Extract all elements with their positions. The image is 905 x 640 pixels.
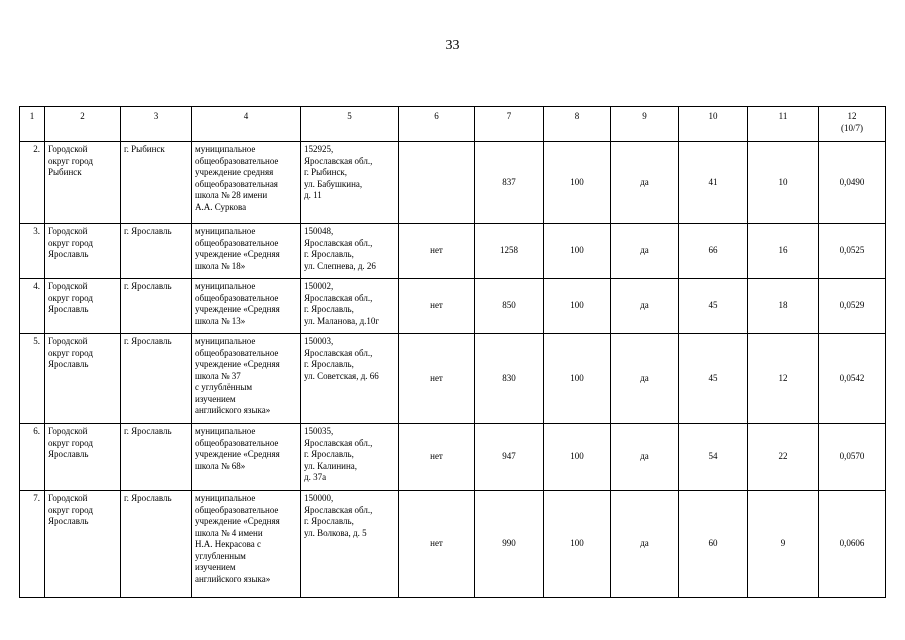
- table-row: [20, 491, 886, 598]
- table-row: [20, 279, 886, 334]
- header-cell: 9: [611, 107, 679, 142]
- col12-cell: 0,0542: [819, 334, 886, 424]
- header-cell: 7: [475, 107, 544, 142]
- city-cell: г. Ярославль: [121, 424, 192, 491]
- col8-cell: 100: [544, 279, 611, 334]
- row-number-cell: 2.: [20, 142, 45, 224]
- col6-cell: [399, 142, 475, 224]
- col11-cell: 18: [748, 279, 819, 334]
- table-row: [20, 424, 886, 491]
- page-number: 33: [445, 38, 460, 53]
- col6-cell: нет: [399, 334, 475, 424]
- institution-name-cell: муниципальное общеобразовательное учреждение «Средняя школа № 18»: [192, 224, 301, 279]
- district-cell: Городской округ город Ярославль: [45, 224, 121, 279]
- header-cell: 5: [301, 107, 399, 142]
- district-cell: Городской округ город Ярославль: [45, 491, 121, 598]
- col10-cell: 54: [679, 424, 748, 491]
- col10-cell: 41: [679, 142, 748, 224]
- col6-cell: нет: [399, 279, 475, 334]
- header-cell: 10: [679, 107, 748, 142]
- col7-cell: 947: [475, 424, 544, 491]
- col6-cell: нет: [399, 491, 475, 598]
- col8-cell: 100: [544, 224, 611, 279]
- header-cell: 8: [544, 107, 611, 142]
- col12-cell: 0,0525: [819, 224, 886, 279]
- col9-cell: да: [611, 424, 679, 491]
- address-cell: 152925, Ярославская обл., г. Рыбинск, ул. Бабушкина, д. 11: [301, 142, 399, 224]
- institution-name-cell: муниципальное общеобразовательное учреждение «Средняя школа № 37 с углублённым изучением английского языка»: [192, 334, 301, 424]
- address-cell: 150003, Ярославская обл., г. Ярославль, ул. Советская, д. 66: [301, 334, 399, 424]
- address-cell: 150048, Ярославская обл., г. Ярославль, ул. Слепнева, д. 26: [301, 224, 399, 279]
- col7-cell: 850: [475, 279, 544, 334]
- city-cell: г. Рыбинск: [121, 142, 192, 224]
- header-row: [20, 107, 886, 142]
- header-cell: 6: [399, 107, 475, 142]
- col12-cell: 0,0570: [819, 424, 886, 491]
- col11-cell: 22: [748, 424, 819, 491]
- col11-cell: 9: [748, 491, 819, 598]
- col7-cell: 1258: [475, 224, 544, 279]
- col12-cell: 0,0490: [819, 142, 886, 224]
- header-ratio-formula: (10/7): [841, 122, 863, 133]
- header-cell: 3: [121, 107, 192, 142]
- institution-name-cell: муниципальное общеобразовательное учреждение «Средняя школа № 4 имени Н.А. Некрасова с углубленным изучением английского языка»: [192, 491, 301, 598]
- city-cell: г. Ярославль: [121, 224, 192, 279]
- header-cell: 2: [45, 107, 121, 142]
- header-cell: 4: [192, 107, 301, 142]
- header-cell-ratio: [819, 107, 886, 142]
- city-cell: г. Ярославль: [121, 491, 192, 598]
- col12-cell: 0,0529: [819, 279, 886, 334]
- table-row: [20, 334, 886, 424]
- header-ratio-number: 12: [847, 111, 857, 121]
- col10-cell: 60: [679, 491, 748, 598]
- col8-cell: 100: [544, 491, 611, 598]
- institution-name-cell: муниципальное общеобразовательное учреждение «Средняя школа № 68»: [192, 424, 301, 491]
- col11-cell: 12: [748, 334, 819, 424]
- col7-cell: 830: [475, 334, 544, 424]
- row-number-cell: 6.: [20, 424, 45, 491]
- row-number-cell: 7.: [20, 491, 45, 598]
- district-cell: Городской округ город Ярославль: [45, 424, 121, 491]
- col6-cell: нет: [399, 424, 475, 491]
- col10-cell: 66: [679, 224, 748, 279]
- col11-cell: 16: [748, 224, 819, 279]
- row-number-cell: 3.: [20, 224, 45, 279]
- col11-cell: 10: [748, 142, 819, 224]
- col9-cell: да: [611, 279, 679, 334]
- header-cell: 11: [748, 107, 819, 142]
- row-number-cell: 4.: [20, 279, 45, 334]
- institution-name-cell: муниципальное общеобразовательное учреждение средняя общеобразовательная школа № 28 имени А.А. Суркова: [192, 142, 301, 224]
- col8-cell: 100: [544, 424, 611, 491]
- col6-cell: нет: [399, 224, 475, 279]
- row-number-cell: 5.: [20, 334, 45, 424]
- col10-cell: 45: [679, 279, 748, 334]
- col9-cell: да: [611, 142, 679, 224]
- col7-cell: 990: [475, 491, 544, 598]
- table-row: [20, 224, 886, 279]
- col7-cell: 837: [475, 142, 544, 224]
- address-cell: 150000, Ярославская обл., г. Ярославль, ул. Волкова, д. 5: [301, 491, 399, 598]
- address-cell: 150002, Ярославская обл., г. Ярославль, ул. Маланова, д.10г: [301, 279, 399, 334]
- district-cell: Городской округ город Рыбинск: [45, 142, 121, 224]
- address-cell: 150035, Ярославская обл., г. Ярославль, ул. Калинина, д. 37а: [301, 424, 399, 491]
- col12-cell: 0,0606: [819, 491, 886, 598]
- schools-table: [19, 106, 886, 598]
- col9-cell: да: [611, 491, 679, 598]
- district-cell: Городской округ город Ярославль: [45, 279, 121, 334]
- table-row: [20, 142, 886, 224]
- institution-name-cell: муниципальное общеобразовательное учреждение «Средняя школа № 13»: [192, 279, 301, 334]
- col8-cell: 100: [544, 142, 611, 224]
- city-cell: г. Ярославль: [121, 334, 192, 424]
- col10-cell: 45: [679, 334, 748, 424]
- col9-cell: да: [611, 224, 679, 279]
- district-cell: Городской округ город Ярославль: [45, 334, 121, 424]
- col8-cell: 100: [544, 334, 611, 424]
- col9-cell: да: [611, 334, 679, 424]
- city-cell: г. Ярославль: [121, 279, 192, 334]
- header-cell: 1: [20, 107, 45, 142]
